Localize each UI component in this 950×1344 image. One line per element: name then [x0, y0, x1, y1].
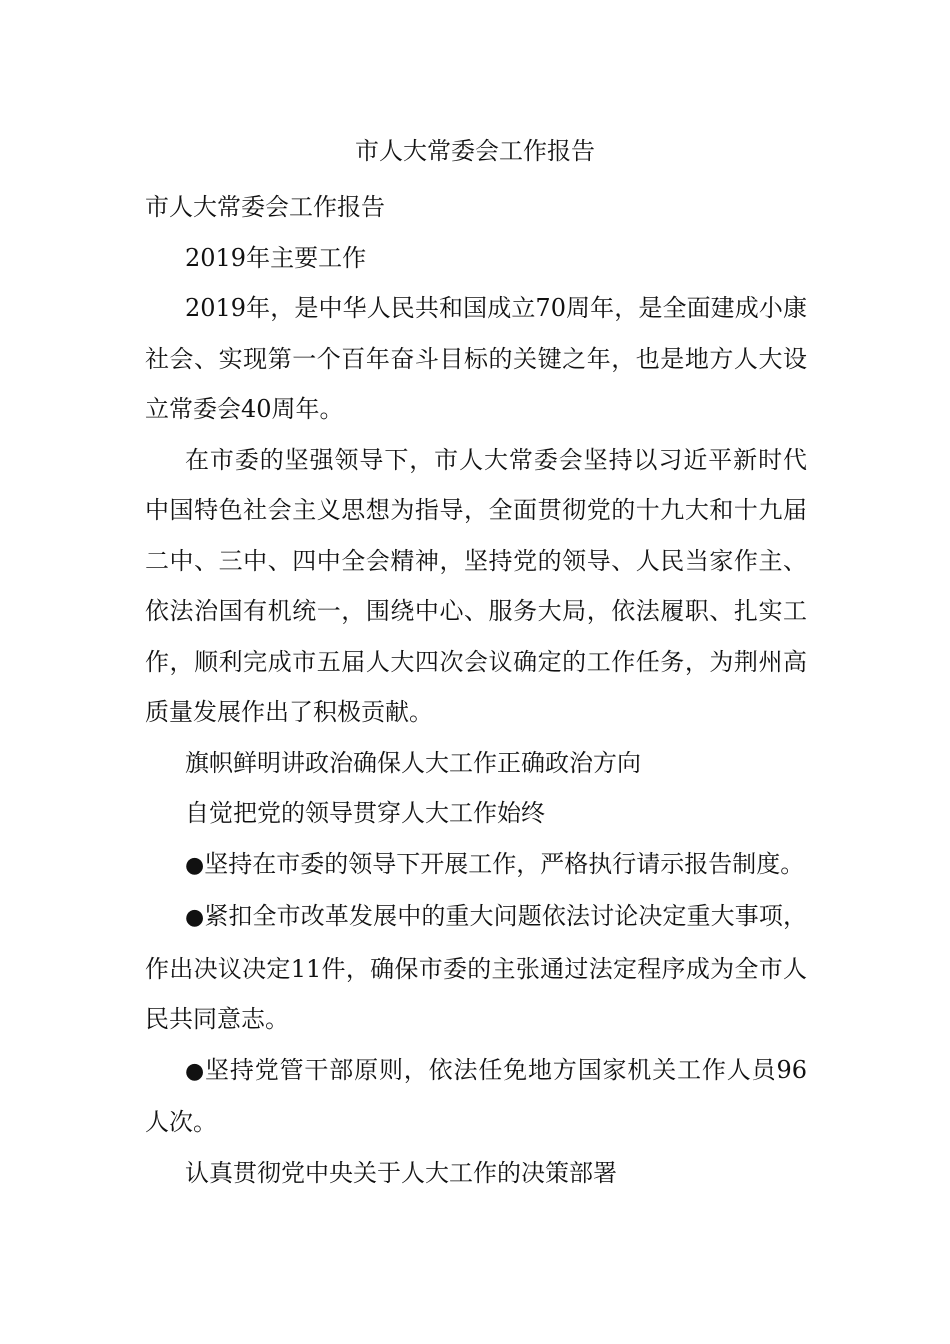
bullet-icon: ●	[185, 852, 205, 878]
document-body	[145, 182, 807, 1198]
subheading-politics: 旗帜鲜明讲政治确保人大工作正确政治方向	[185, 748, 641, 777]
document-title: 市人大常委会工作报告	[355, 137, 595, 165]
subheading-party-leadership: 自觉把党的领导贯穿人大工作始终	[185, 799, 545, 827]
bullet-item	[145, 1045, 807, 1148]
section-heading-2019: 2019年主要工作	[185, 243, 367, 272]
report-heading: 市人大常委会工作报告	[145, 193, 385, 221]
intro-paragraph: 2019年，是中华人民共和国成立70周年，是全面建成小康社会、实现第一个百年奋斗目标的关键之年，也是地方人大设立常委会40周年。	[145, 294, 807, 423]
bullet-icon: ●	[185, 1058, 206, 1084]
subheading-central-decisions: 认真贯彻党中央关于人大工作的决策部署	[185, 1158, 617, 1187]
bullet-item	[145, 891, 807, 1045]
leadership-paragraph: 在市委的坚强领导下，市人大常委会坚持以习近平新时代中国特色社会主义思想为指导，全面贯彻党的十九大和十九届二中、三中、四中全会精神，坚持党的领导、人民当家作主、依法治国有机统一，围绕中心、服务大局，依法履职、扎实工作，顺利完成市五届人大四次会议确定的工作任务，为荆州高质量发展作出了积极贡献。	[145, 445, 807, 726]
bullet-text: 坚持在市委的领导下开展工作，严格执行请示报告制度。	[204, 849, 805, 878]
bullet-text: 坚持党管干部原则，依法任免地方国家机关工作人员96人次。	[145, 1055, 807, 1136]
bullet-text: 紧扣全市改革发展中的重大问题依法讨论决定重大事项，作出决议决定11件，确保市委的主张通过法定程序成为全市人民共同意志。	[145, 902, 807, 1033]
bullet-icon: ●	[185, 905, 205, 930]
bullet-item	[145, 839, 807, 892]
